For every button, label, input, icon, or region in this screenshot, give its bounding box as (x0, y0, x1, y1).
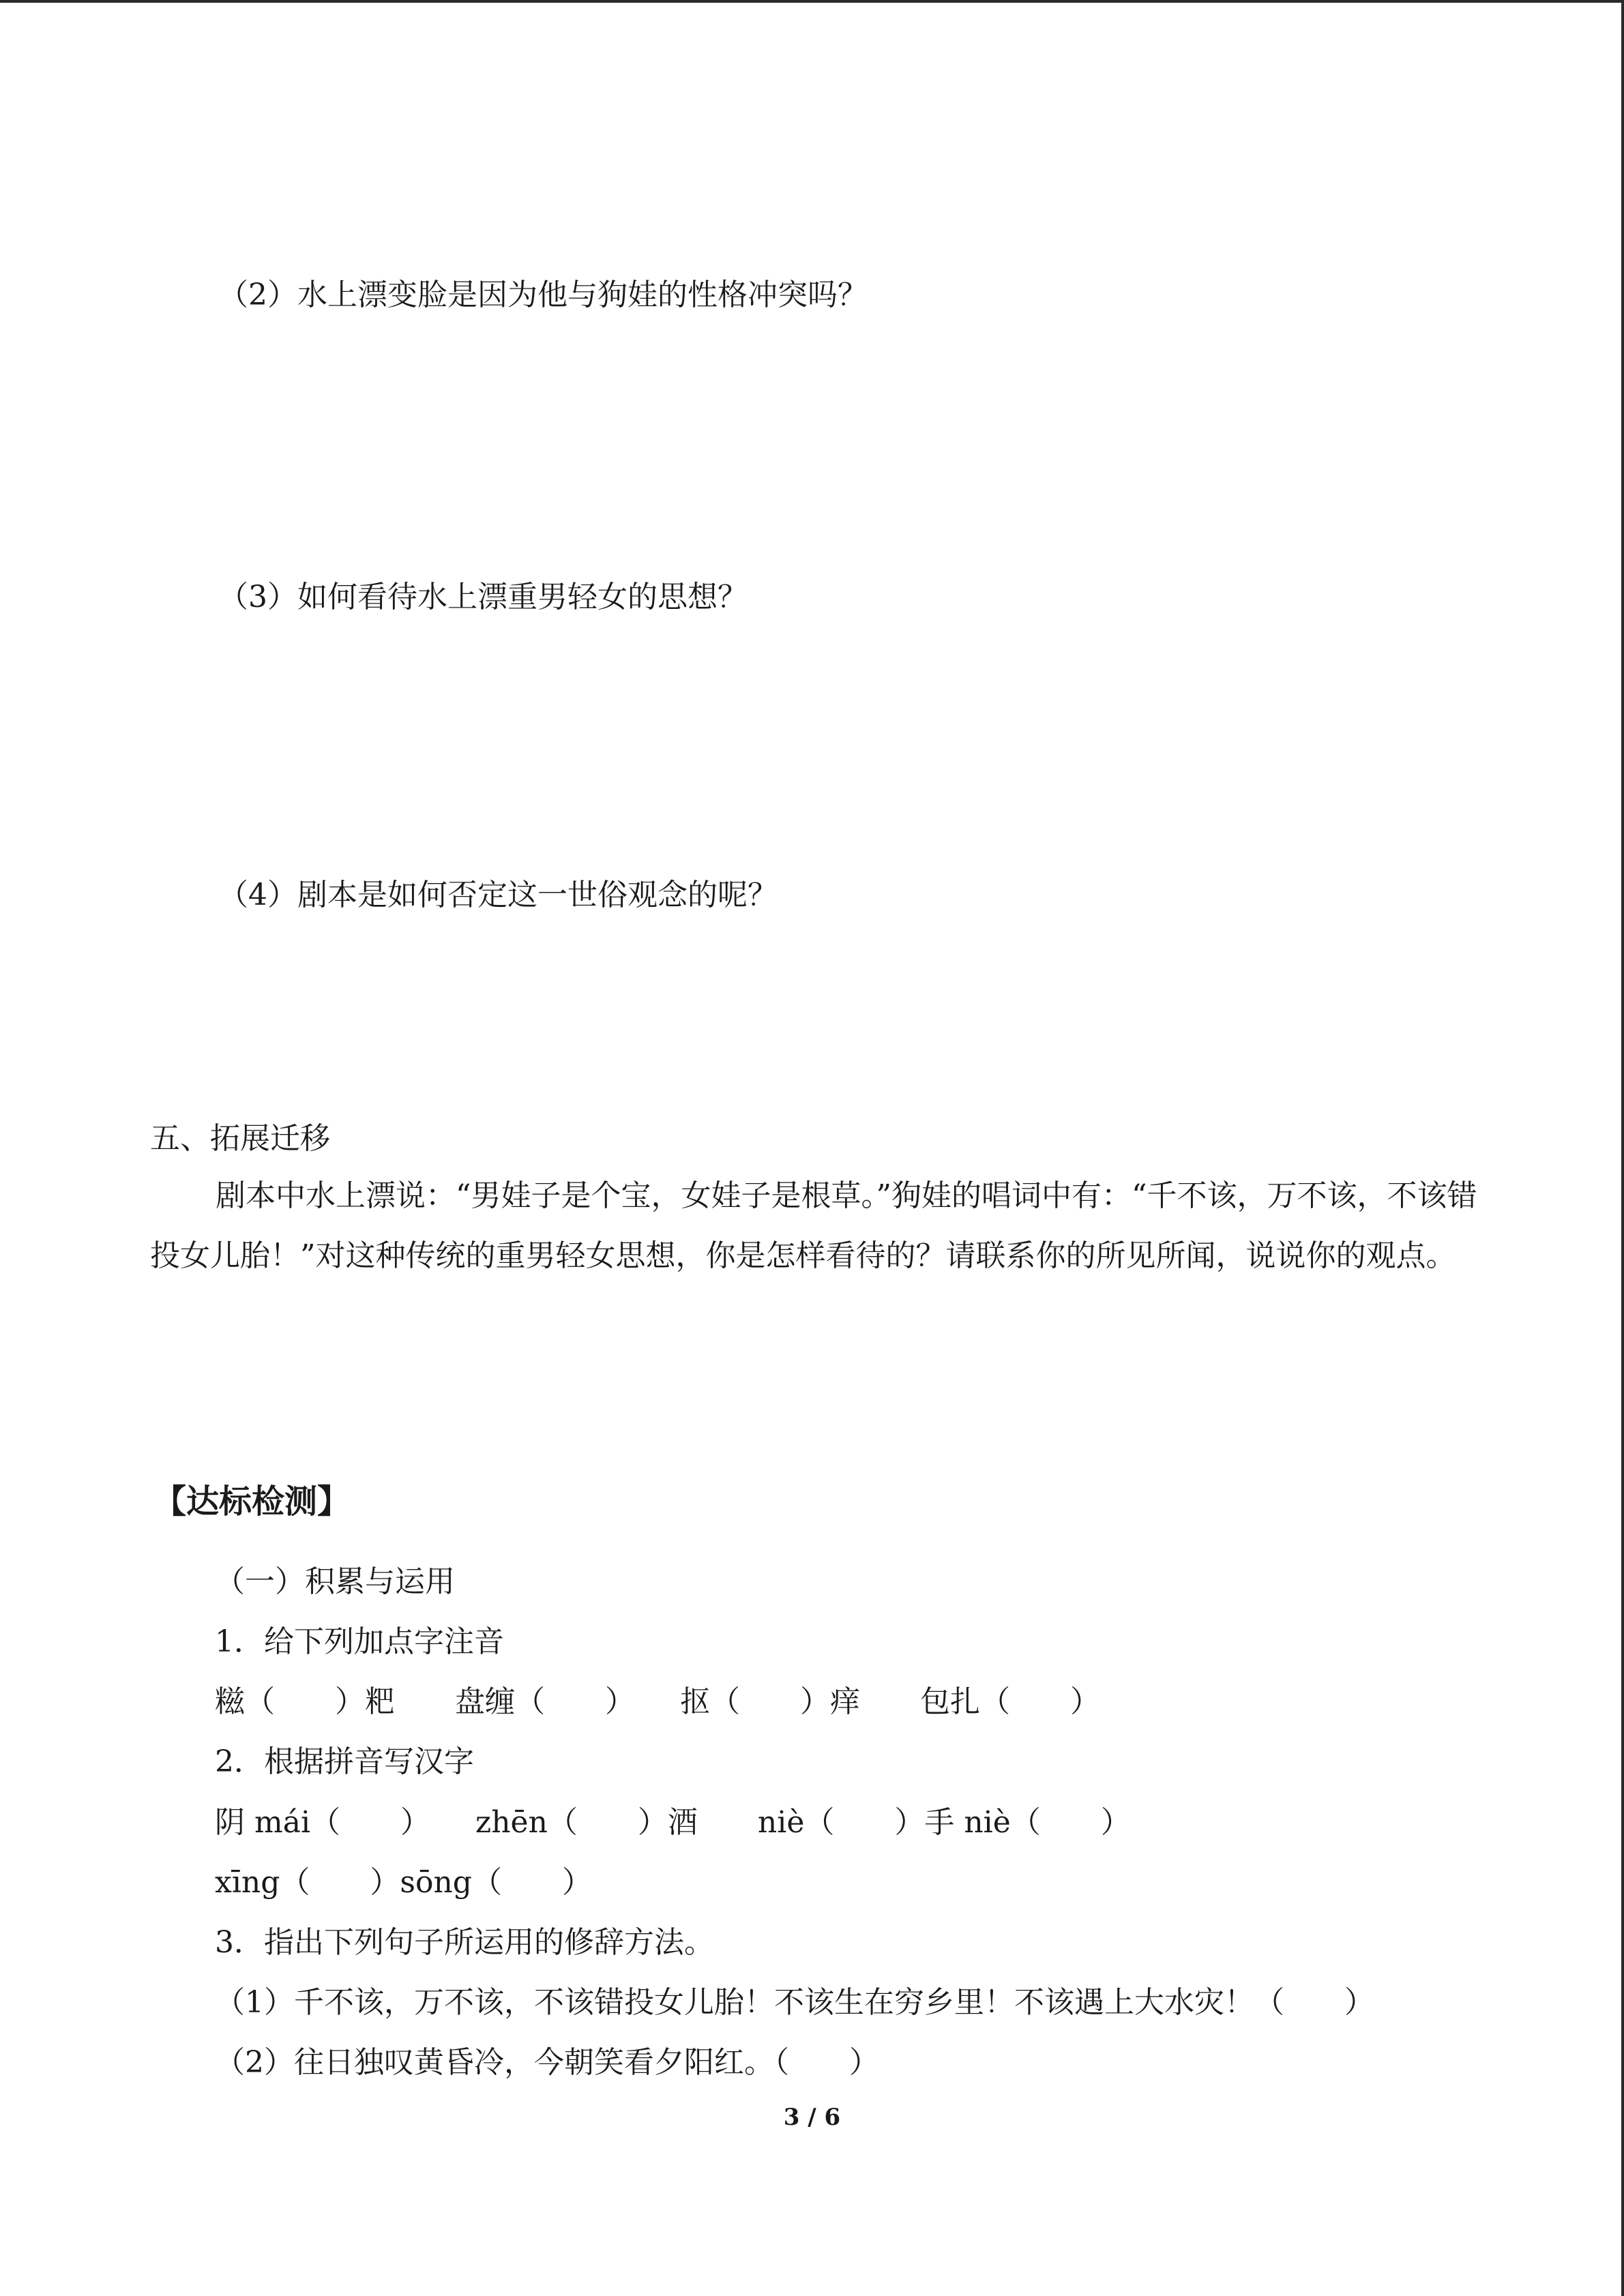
assessment-heading: 【达标检测】 (153, 1482, 351, 1521)
q2-line1: 阴 mái（ ） zhēn（ ）酒 niè（ ）手 niè（ ） (215, 1805, 1131, 1840)
q2-line2: xīng（ ）sōng（ ） (215, 1865, 592, 1900)
q1-line: 糍（ ）粑 盘缠（ ） 抠（ ）痒 包扎（ ） (215, 1684, 1100, 1719)
page-top-border (0, 0, 1624, 3)
page-number: 3 / 6 (783, 2104, 841, 2131)
section-five-paragraph: 剧本中水上漂说：“男娃子是个宝，女娃子是根草。”狗娃的唱词中有：“千不该，万不该，不该错投女儿胎！”对这种传统的重男轻女思想，你是怎样看待的？请联系你的所见所闻，说说你的观点。 (150, 1178, 1477, 1273)
page-right-border (1621, 0, 1624, 2296)
q1-title: 1．给下列加点字注音 (215, 1624, 504, 1659)
question-4: （4）剧本是如何否定这一世俗观念的呢？ (218, 878, 778, 912)
assessment-subheading: （一）积累与运用 (215, 1564, 455, 1599)
q2-title: 2．根据拼音写汉字 (215, 1744, 474, 1779)
section-five-heading: 五、拓展迁移 (150, 1121, 330, 1156)
q3-title: 3．指出下列句子所运用的修辞方法。 (215, 1925, 714, 1960)
question-3: （3）如何看待水上漂重男轻女的思想？ (218, 580, 748, 614)
q3-item1: （1）千不该，万不该，不该错投女儿胎！不该生在穷乡里！不该遇上大水灾！（ ） (215, 1985, 1374, 2020)
question-2: （2）水上漂变脸是因为他与狗娃的性格冲突吗？ (218, 278, 868, 312)
q3-item2: （2）往日独叹黄昏冷，今朝笑看夕阳红。（ ） (215, 2045, 879, 2080)
